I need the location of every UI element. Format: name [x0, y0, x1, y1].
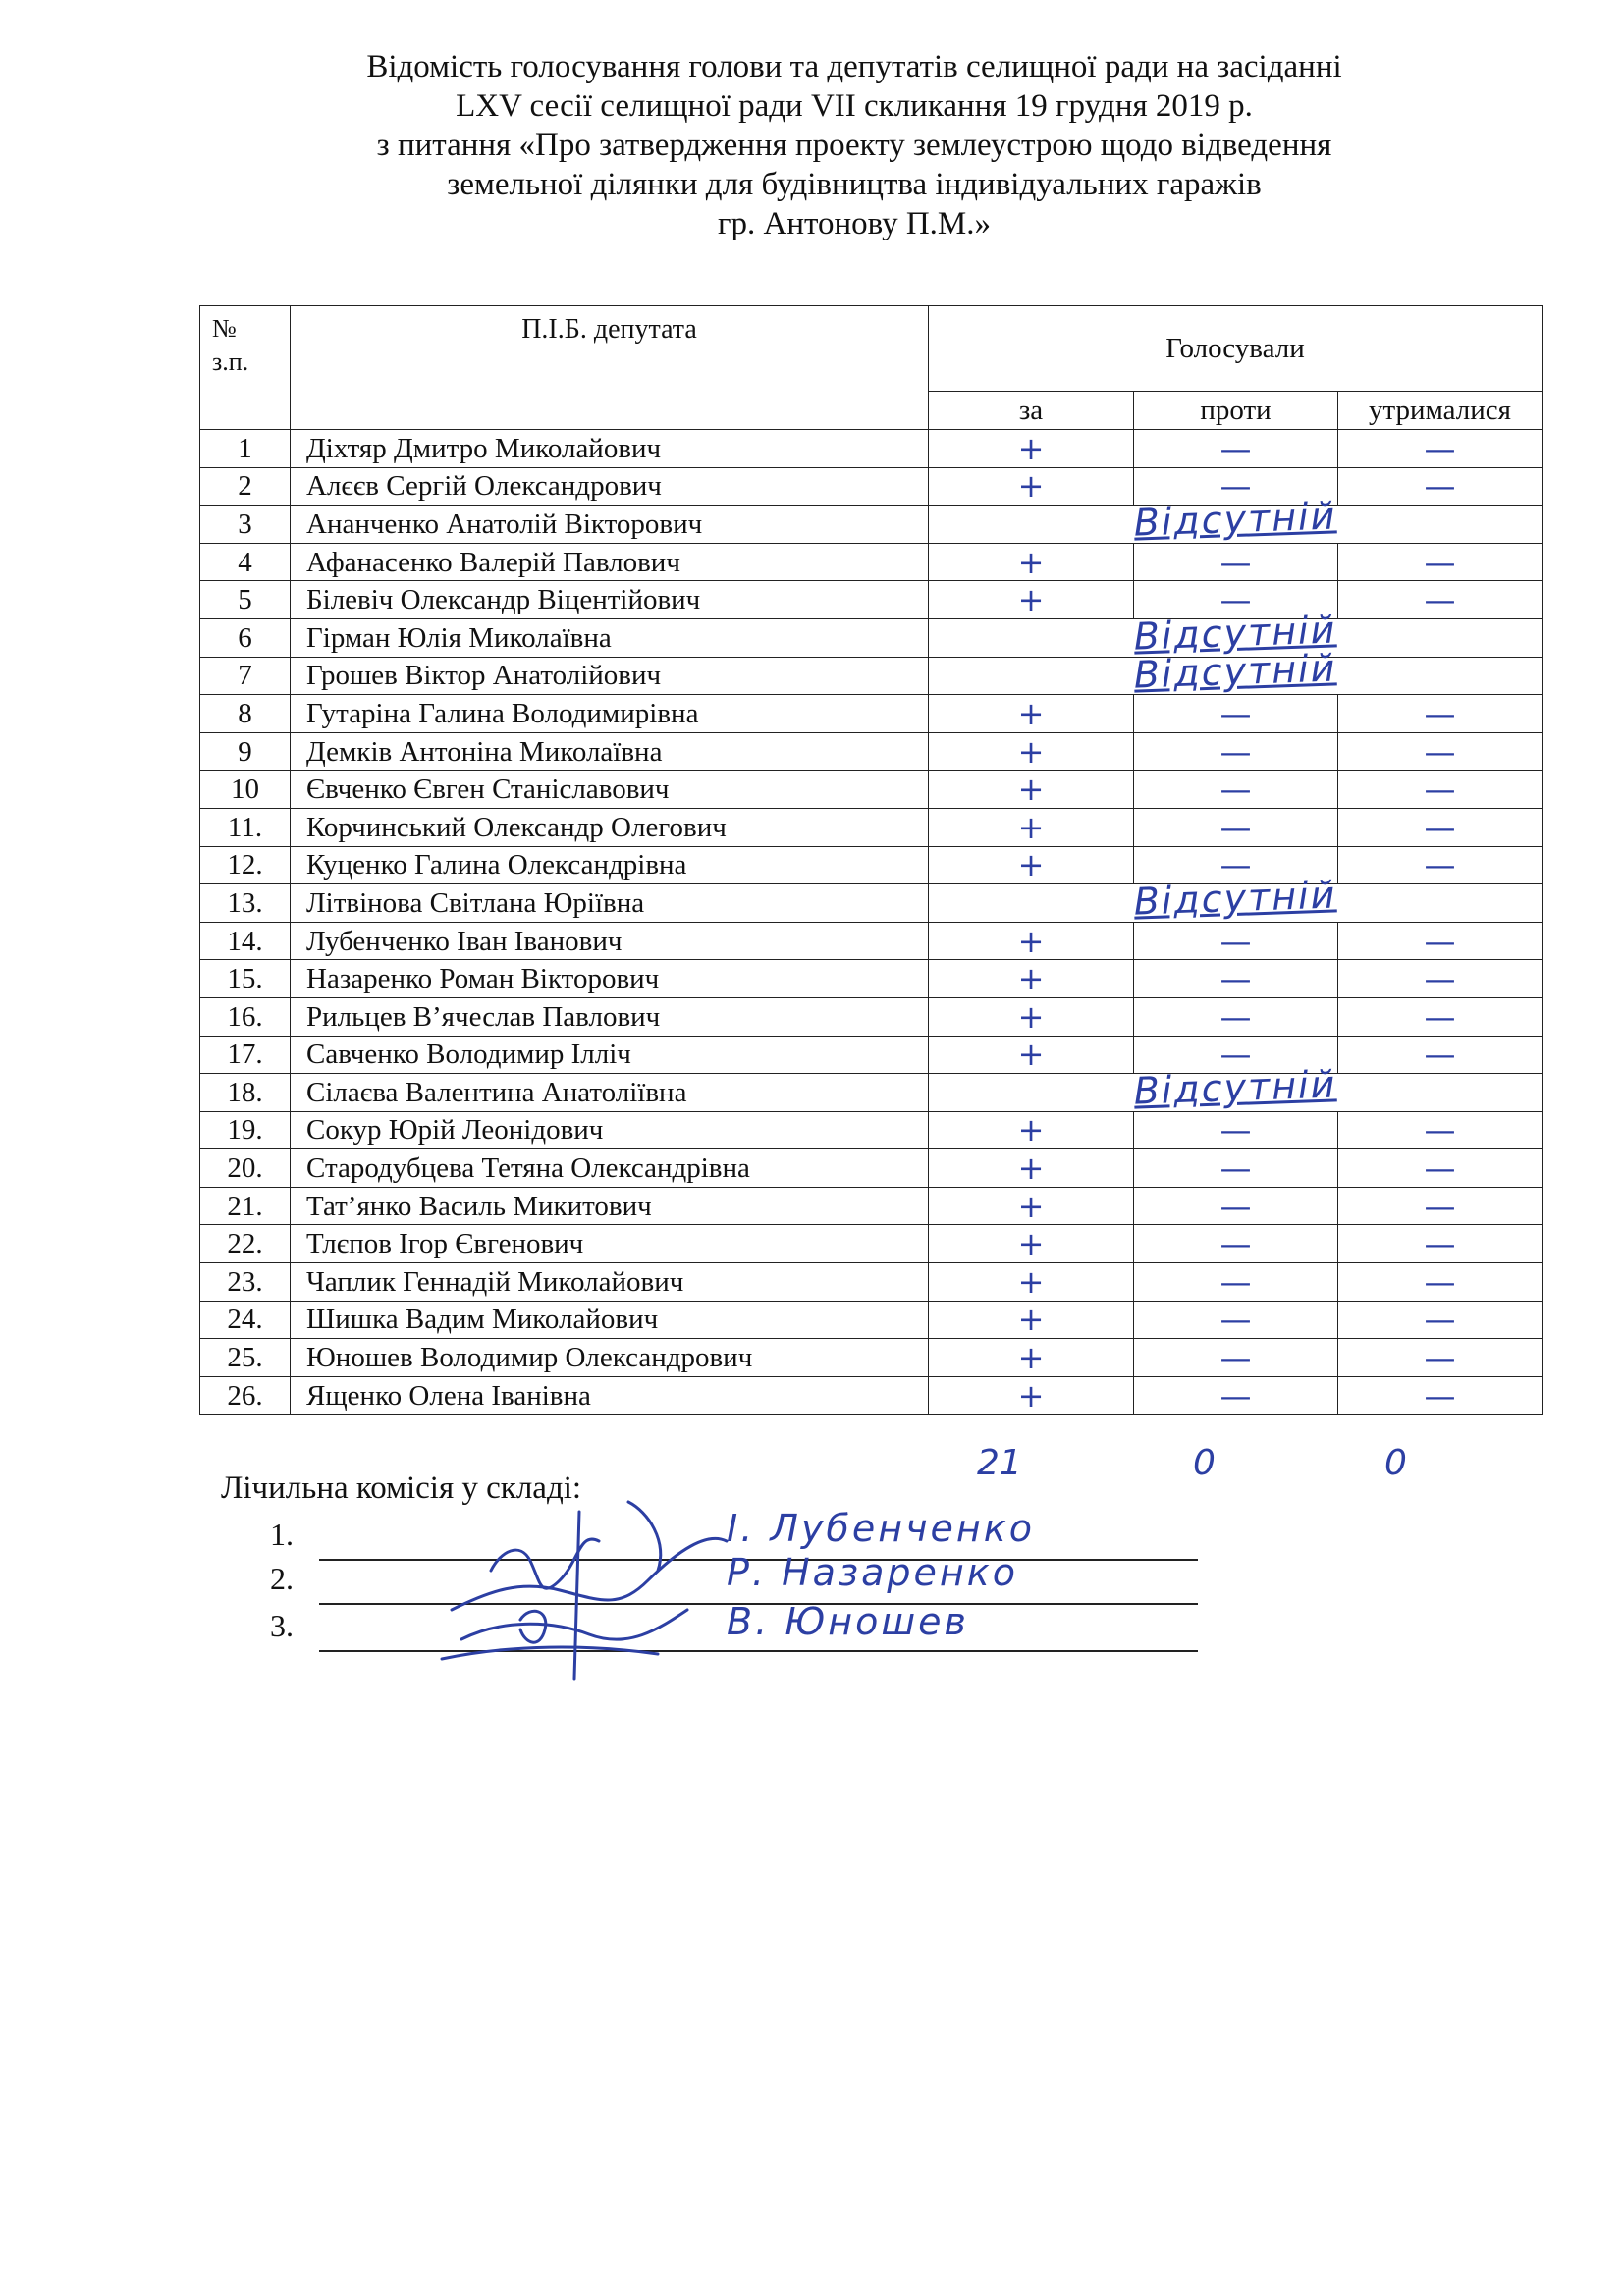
vote-abstain: — [1338, 1339, 1543, 1377]
row-number: 22. [200, 1225, 291, 1263]
vote-for: + [929, 1301, 1134, 1339]
table-row [200, 1225, 1543, 1263]
row-number: 20. [200, 1149, 291, 1188]
vote-abstain: — [1338, 467, 1543, 506]
deputy-name: Шишка Вадим Миколайович [291, 1301, 929, 1339]
table-row [200, 846, 1543, 884]
vote-for: + [929, 1187, 1134, 1225]
vote-abstain: — [1338, 1111, 1543, 1149]
row-number: 13. [200, 884, 291, 923]
row-number: 14. [200, 922, 291, 960]
vote-absent-cell [929, 873, 1543, 924]
table-row [200, 960, 1543, 998]
deputy-name: Білевіч Олександр Віцентійович [291, 581, 929, 619]
vote-for: + [929, 846, 1134, 884]
vote-against: — [1134, 922, 1338, 960]
table-row [200, 771, 1543, 809]
table-row [200, 997, 1543, 1036]
vote-against: — [1134, 1036, 1338, 1074]
row-number: 7 [200, 657, 291, 695]
deputy-name: Гірман Юлія Миколаївна [291, 618, 929, 657]
absent-mark: Відсутній [1133, 494, 1337, 545]
row-number: 23. [200, 1263, 291, 1302]
table-row [200, 1339, 1543, 1377]
vote-against: — [1134, 1187, 1338, 1225]
header-number-abbr: з.п. [212, 347, 249, 376]
row-number: 16. [200, 997, 291, 1036]
vote-against: — [1134, 997, 1338, 1036]
absent-mark: Відсутній [1133, 645, 1337, 697]
table-row [200, 1036, 1543, 1074]
voting-table [199, 305, 1543, 1415]
vote-for: + [929, 771, 1134, 809]
row-number: 10 [200, 771, 291, 809]
vote-abstain: — [1338, 808, 1543, 846]
vote-for: + [929, 1263, 1134, 1302]
deputy-name: Афанасенко Валерій Павлович [291, 543, 929, 581]
total-against: 0 [1193, 1443, 1216, 1483]
row-number: 6 [200, 618, 291, 657]
vote-against: — [1134, 1111, 1338, 1149]
deputy-name: Лубенченко Іван Іванович [291, 922, 929, 960]
title-line: Відомість голосування голови та депутатів селищної ради на засіданні [366, 49, 1342, 84]
table-row [200, 808, 1543, 846]
title-line: гр. Антонову П.М.» [717, 206, 992, 241]
header-for: за [929, 392, 1134, 430]
title-line: з питання «Про затвердження проекту землеустрою щодо відведення [376, 128, 1332, 163]
row-number: 24. [200, 1301, 291, 1339]
vote-abstain: — [1338, 581, 1543, 619]
deputy-name: Назаренко Роман Вікторович [291, 960, 929, 998]
deputy-name: Літвінова Світлана Юріївна [291, 884, 929, 923]
vote-against: — [1134, 1225, 1338, 1263]
vote-against: — [1134, 960, 1338, 998]
vote-against: — [1134, 771, 1338, 809]
vote-for: + [929, 1036, 1134, 1074]
vote-abstain: — [1338, 846, 1543, 884]
vote-against: — [1134, 1149, 1338, 1188]
deputy-name: Гутаріна Галина Володимирівна [291, 695, 929, 733]
table-row [200, 657, 1543, 695]
vote-for: + [929, 695, 1134, 733]
deputy-name: Тлєпов Ігор Євгенович [291, 1225, 929, 1263]
vote-against: — [1134, 1339, 1338, 1377]
deputy-name: Ященко Олена Іванівна [291, 1376, 929, 1415]
vote-against: — [1134, 732, 1338, 771]
title-line: LXV сесії селищної ради VII скликання 19 грудня 2019 р. [456, 88, 1253, 124]
vote-abstain: — [1338, 1225, 1543, 1263]
deputy-name: Алєєв Сергій Олександрович [291, 467, 929, 506]
member-number: 3. [270, 1608, 294, 1643]
row-number: 3 [200, 506, 291, 544]
table-row [200, 1074, 1543, 1112]
vote-for: + [929, 1111, 1134, 1149]
row-number: 1 [200, 430, 291, 468]
table-row [200, 506, 1543, 544]
member-number: 2. [270, 1561, 294, 1596]
vote-absent-cell [929, 645, 1543, 697]
deputy-name: Чаплик Геннадій Миколайович [291, 1263, 929, 1302]
row-number: 15. [200, 960, 291, 998]
vote-against: — [1134, 581, 1338, 619]
vote-for: + [929, 732, 1134, 771]
table-row [200, 1301, 1543, 1339]
row-number: 11. [200, 808, 291, 846]
deputy-name: Корчинський Олександр Олегович [291, 808, 929, 846]
deputy-name: Діхтяр Дмитро Миколайович [291, 430, 929, 468]
table-row [200, 732, 1543, 771]
vote-abstain: — [1338, 1263, 1543, 1302]
header-number [200, 306, 291, 430]
vote-abstain: — [1338, 1036, 1543, 1074]
deputy-name: Сокур Юрій Леонідович [291, 1111, 929, 1149]
absent-mark: Відсутній [1133, 1062, 1337, 1113]
header-against: проти [1134, 392, 1338, 430]
deputy-name: Савченко Володимир Ілліч [291, 1036, 929, 1074]
vote-for: + [929, 922, 1134, 960]
member-number: 1. [270, 1517, 294, 1552]
vote-for: + [929, 1225, 1134, 1263]
row-number: 9 [200, 732, 291, 771]
vote-abstain: — [1338, 771, 1543, 809]
deputy-name: Сілаєва Валентина Анатоліївна [291, 1074, 929, 1112]
vote-abstain: — [1338, 430, 1543, 468]
header-name: П.І.Б. депутата [291, 306, 929, 430]
vote-for: + [929, 808, 1134, 846]
commission-label: Лічильна комісія у складі: [221, 1470, 582, 1506]
vote-for: + [929, 430, 1134, 468]
vote-abstain: — [1338, 922, 1543, 960]
vote-against: — [1134, 467, 1338, 506]
deputy-name: Куценко Галина Олександрівна [291, 846, 929, 884]
signature-scribble [432, 1472, 785, 1698]
row-number: 25. [200, 1339, 291, 1377]
table-row [200, 1376, 1543, 1415]
vote-abstain: — [1338, 1149, 1543, 1188]
row-number: 17. [200, 1036, 291, 1074]
deputy-name: Демків Антоніна Миколаївна [291, 732, 929, 771]
vote-against: — [1134, 1376, 1338, 1415]
document-title [196, 47, 1512, 243]
commission-member-3 [270, 1608, 319, 1644]
vote-abstain: — [1338, 1301, 1543, 1339]
vote-for: + [929, 467, 1134, 506]
row-number: 2 [200, 467, 291, 506]
vote-abstain: — [1338, 1376, 1543, 1415]
total-for: 21 [977, 1443, 1022, 1483]
row-number: 12. [200, 846, 291, 884]
commission-member-2 [270, 1561, 319, 1597]
table-row [200, 581, 1543, 619]
vote-against: — [1134, 430, 1338, 468]
header-voted: Голосували [929, 306, 1543, 392]
row-number: 8 [200, 695, 291, 733]
vote-against: — [1134, 1301, 1338, 1339]
table-body [200, 430, 1543, 1415]
deputy-name: Ананченко Анатолій Вікторович [291, 506, 929, 544]
vote-abstain: — [1338, 960, 1543, 998]
deputy-name: Стародубцева Тетяна Олександрівна [291, 1149, 929, 1188]
deputy-name: Тат’янко Василь Микитович [291, 1187, 929, 1225]
table-row [200, 884, 1543, 923]
deputy-name: Юношев Володимир Олександрович [291, 1339, 929, 1377]
vote-absent-cell [929, 494, 1543, 545]
vote-for: + [929, 1149, 1134, 1188]
commission-member-1 [270, 1517, 319, 1553]
table-row [200, 1187, 1543, 1225]
row-number: 4 [200, 543, 291, 581]
header-number-sign: № [212, 314, 237, 343]
vote-for: + [929, 543, 1134, 581]
vote-abstain: — [1338, 1187, 1543, 1225]
row-number: 19. [200, 1111, 291, 1149]
absent-mark: Відсутній [1133, 608, 1337, 659]
vote-against: — [1134, 695, 1338, 733]
table-row [200, 430, 1543, 468]
vote-for: + [929, 1339, 1134, 1377]
vote-abstain: — [1338, 997, 1543, 1036]
table-row [200, 543, 1543, 581]
deputy-name: Грошев Віктор Анатолійович [291, 657, 929, 695]
vote-against: — [1134, 808, 1338, 846]
table-row [200, 618, 1543, 657]
signature-name: В. Юношев [727, 1600, 969, 1643]
row-number: 21. [200, 1187, 291, 1225]
table-row [200, 1111, 1543, 1149]
total-abstain: 0 [1384, 1443, 1407, 1483]
table-row [200, 467, 1543, 506]
signature-name: І. Лубенченко [727, 1507, 1035, 1550]
signature-name: Р. Назаренко [727, 1551, 1018, 1594]
vote-against: — [1134, 543, 1338, 581]
vote-for: + [929, 1376, 1134, 1415]
vote-against: — [1134, 1263, 1338, 1302]
table-row [200, 1149, 1543, 1188]
deputy-name: Євченко Євген Станіславович [291, 771, 929, 809]
vote-abstain: — [1338, 543, 1543, 581]
row-number: 26. [200, 1376, 291, 1415]
absent-mark: Відсутній [1133, 873, 1337, 924]
vote-for: + [929, 997, 1134, 1036]
vote-abstain: — [1338, 732, 1543, 771]
vote-for: + [929, 960, 1134, 998]
table-row [200, 1263, 1543, 1302]
vote-for: + [929, 581, 1134, 619]
vote-against: — [1134, 846, 1338, 884]
table-row [200, 695, 1543, 733]
title-line: земельної ділянки для будівництва індивідуальних гаражів [447, 167, 1262, 202]
table-row [200, 922, 1543, 960]
row-number: 5 [200, 581, 291, 619]
vote-absent-cell [929, 1062, 1543, 1113]
header-abstain: утрималися [1338, 392, 1543, 430]
row-number: 18. [200, 1074, 291, 1112]
deputy-name: Рильцев В’ячеслав Павлович [291, 997, 929, 1036]
vote-abstain: — [1338, 695, 1543, 733]
